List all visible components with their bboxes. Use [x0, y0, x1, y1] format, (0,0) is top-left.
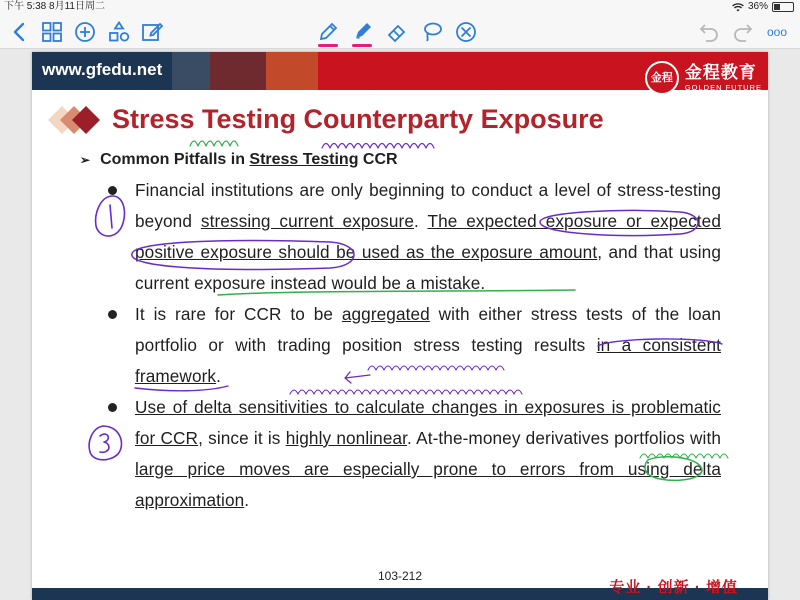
header-accent-block: [172, 52, 210, 90]
battery-level-fill: [774, 4, 780, 10]
bullet-dot-icon: [108, 310, 117, 319]
subheading-text: Common Pitfalls in: [100, 151, 250, 168]
text-segment: It is rare for CCR to be: [135, 304, 342, 324]
highlighter-icon[interactable]: [350, 20, 374, 44]
logo-seal: 金程: [645, 61, 679, 95]
shapes-icon[interactable]: [107, 20, 131, 44]
status-time-date: 下午 5:38 8月11日周二: [4, 1, 105, 12]
more-icon[interactable]: ooo: [766, 25, 788, 39]
battery-icon: [772, 2, 794, 12]
status-bar: [0, 0, 800, 14]
logo-text: [685, 64, 762, 92]
text-segment: .: [414, 211, 428, 231]
lasso-icon[interactable]: [420, 20, 444, 44]
redo-icon[interactable]: [731, 20, 755, 44]
pen-color-indicator: [318, 44, 338, 47]
no-sign-icon[interactable]: [454, 20, 478, 44]
underlined-phrase: stressing current exposure: [200, 211, 415, 231]
text-segment: , since it is: [198, 428, 286, 448]
underlined-phrase: large price moves are especially prone to errors from using delta approximation: [135, 459, 721, 510]
text-segment: .: [244, 490, 250, 510]
text-segment: . At-the-money derivatives portfolios with: [407, 428, 721, 448]
arrow-bullet-icon: ➢: [80, 153, 91, 167]
underlined-phrase: in a consistent framework: [135, 335, 722, 386]
status-indicators: [732, 0, 794, 14]
header-accent-block: [266, 52, 318, 90]
text-segment: , and that using current exposure instead would be a mistake.: [135, 242, 721, 293]
bullet-paragraph: [135, 175, 721, 299]
underlined-phrase: highly nonlinear: [285, 428, 408, 448]
brand-logo: [645, 56, 762, 100]
text-segment: with either stress tests of the loan portfolio or with trading position stress testing results: [135, 304, 722, 355]
subheading-text-end: CCR: [358, 151, 398, 168]
battery-percent: 36%: [747, 1, 768, 12]
undo-icon[interactable]: [697, 20, 721, 44]
bullet-paragraph: [135, 299, 721, 392]
eraser-icon[interactable]: [385, 20, 409, 44]
notes-toolbar: [0, 14, 800, 49]
grid-icon[interactable]: [40, 20, 64, 44]
wifi-icon: [732, 3, 744, 12]
bullet-dot-icon: [108, 403, 117, 412]
logo-cn: 金程教育: [684, 63, 757, 83]
text-segment: .: [216, 366, 222, 386]
subheading-underlined: Stress Testing: [249, 151, 359, 168]
add-page-icon[interactable]: [73, 20, 97, 44]
bullet-dot-icon: [108, 186, 117, 195]
subheading: [80, 151, 398, 169]
site-url: www.gfedu.net: [42, 60, 163, 79]
page-number: 103-212: [377, 569, 423, 583]
title-diamonds-icon: [46, 100, 106, 140]
highlighter-color-indicator: [352, 44, 372, 47]
text-segment: Financial institutions are only beginning to conduct a level of stress-testing beyond: [135, 180, 721, 231]
underlined-phrase: The expected exposure or expected positive exposure should be used as the exposure amount: [135, 211, 721, 262]
pen-icon[interactable]: [316, 20, 340, 44]
slide-title: Stress Testing Counterparty Exposure: [112, 104, 604, 134]
slide-page: [32, 52, 768, 600]
logo-en: GOLDEN FUTURE: [684, 83, 762, 93]
edit-icon[interactable]: [140, 20, 164, 44]
bullet-paragraph: [135, 392, 721, 516]
chevron-left-icon[interactable]: [8, 20, 32, 44]
footer-tagline: 专业 · 创新 · 增值: [609, 579, 738, 596]
underlined-phrase: Use of delta sensitivities to calculate changes in exposures is problematic for CCR: [135, 397, 721, 448]
header-accent-block: [210, 52, 266, 90]
underlined-phrase: aggregated: [341, 304, 430, 324]
